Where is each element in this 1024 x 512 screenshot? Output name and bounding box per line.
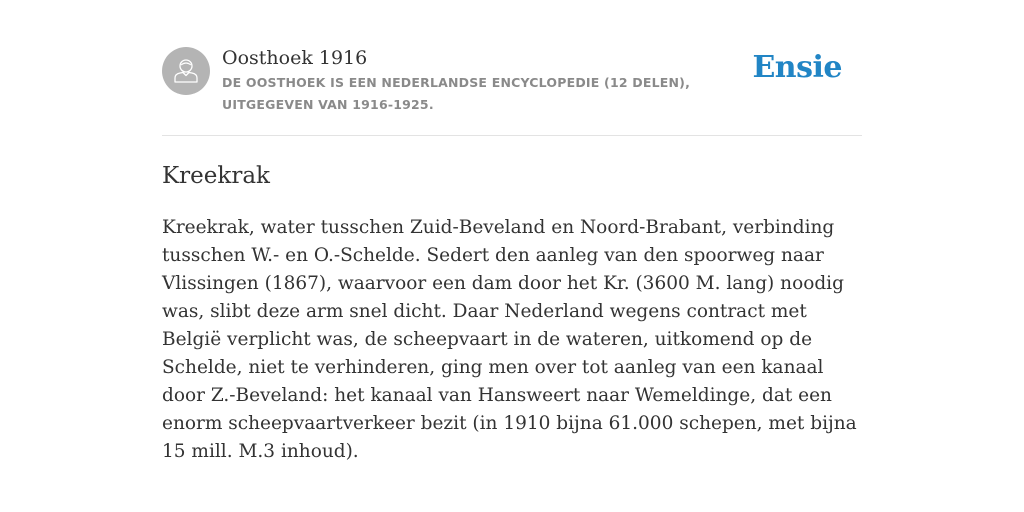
source-header (162, 44, 862, 136)
user-avatar-icon (162, 47, 210, 95)
article-body: Kreekrak, water tusschen Zuid-Beveland en Noord-Brabant, verbinding tusschen W.- en O.-Schelde. Sedert den aanleg van den spoorweg naar Vlissingen (1867), waarvoor een dam door het Kr. (3600 M. lang) noodig was, slibt deze arm snel dicht. Daar Nederland wegens contract met België verplicht was, de scheepvaart in de wateren, uitkomend op de Schelde, niet te verhinderen, ging men over tot aanleg van een kanaal door Z.-Beveland: het kanaal van Hansweert naar Wemeldinge, dat een enorm scheepvaartverkeer bezit (in 1910 bijna 61.000 schepen, met bijna 15 mill. M.3 inhoud). (162, 217, 857, 462)
source-description: DE OOSTHOEK IS EEN NEDERLANDSE ENCYCLOPEDIE (12 DELEN), UITGEGEVEN VAN 1916-1925. (222, 75, 691, 112)
source-title[interactable]: Oosthoek 1916 (222, 47, 368, 69)
page-container (162, 44, 862, 466)
ensie-logo-link[interactable]: Ensie (752, 50, 842, 85)
person-outline-icon (162, 47, 210, 95)
article-title: Kreekrak (162, 163, 270, 189)
source-info (222, 44, 762, 116)
